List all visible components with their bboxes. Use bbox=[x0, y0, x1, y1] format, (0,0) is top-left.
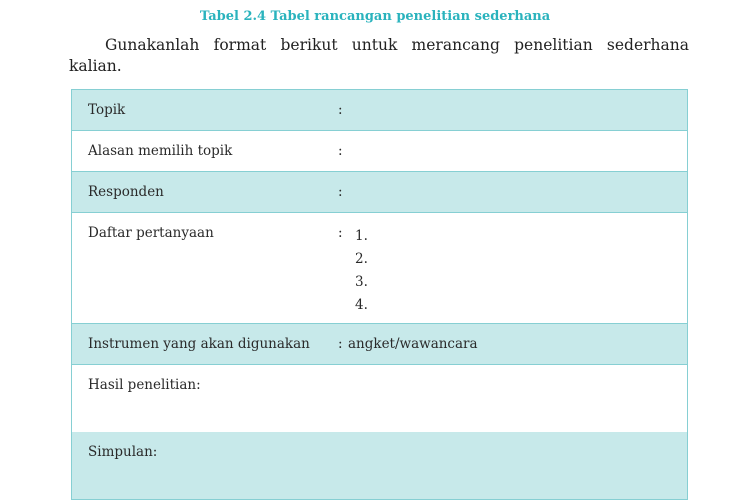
question-list bbox=[355, 225, 368, 317]
row-label: Responden bbox=[88, 184, 164, 200]
row-label: Daftar pertanyaan bbox=[88, 225, 214, 241]
question-item: 3. bbox=[355, 274, 368, 290]
intro-line-2: kalian. bbox=[69, 57, 122, 75]
intro-paragraph bbox=[69, 35, 689, 77]
question-item: 4. bbox=[355, 297, 368, 313]
table-row-simpulan bbox=[72, 432, 687, 499]
row-label: Hasil penelitian: bbox=[88, 377, 201, 393]
table-row-topik bbox=[72, 90, 687, 131]
research-design-table bbox=[71, 89, 688, 500]
row-colon: : bbox=[338, 225, 343, 241]
row-label: Simpulan: bbox=[88, 444, 158, 460]
row-value: angket/wawancara bbox=[348, 336, 478, 352]
table-caption: Tabel 2.4 Tabel rancangan penelitian sederhana bbox=[199, 9, 551, 24]
intro-line-1: Gunakanlah format berikut untuk merancang penelitian sederhana bbox=[105, 36, 689, 54]
table-row-responden bbox=[72, 172, 687, 213]
row-label: Topik bbox=[88, 102, 126, 118]
row-label: Alasan memilih topik bbox=[88, 143, 233, 159]
table-row-daftar-pertanyaan bbox=[72, 213, 687, 324]
table-row-instrumen bbox=[72, 324, 687, 365]
table-row-hasil-penelitian bbox=[72, 365, 687, 432]
row-colon: : bbox=[338, 143, 343, 159]
table-row-alasan bbox=[72, 131, 687, 172]
question-item: 1. bbox=[355, 228, 368, 244]
row-label: Instrumen yang akan digunakan bbox=[88, 336, 310, 352]
row-colon: : bbox=[338, 336, 343, 352]
question-item: 2. bbox=[355, 251, 368, 267]
row-colon: : bbox=[338, 184, 343, 200]
row-colon: : bbox=[338, 102, 343, 118]
